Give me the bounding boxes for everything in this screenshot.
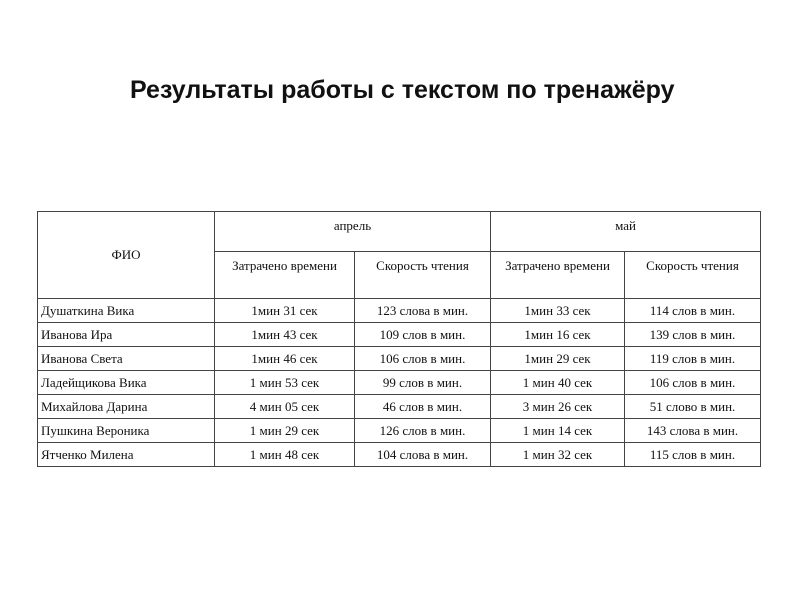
table-row xyxy=(38,299,761,323)
cell-april-time: 1 мин 29 сек xyxy=(215,419,355,443)
cell-may-speed: 114 слов в мин. xyxy=(625,299,761,323)
table-row xyxy=(38,347,761,371)
cell-april-speed: 99 слов в мин. xyxy=(355,371,491,395)
cell-april-speed: 106 слов в мин. xyxy=(355,347,491,371)
page-title: Результаты работы с текстом по тренажёру xyxy=(130,76,675,104)
cell-may-time: 1мин 29 сек xyxy=(491,347,625,371)
cell-may-speed: 115 слов в мин. xyxy=(625,443,761,467)
cell-april-speed: 109 слов в мин. xyxy=(355,323,491,347)
table-row xyxy=(38,395,761,419)
cell-may-speed: 119 слов в мин. xyxy=(625,347,761,371)
cell-may-time: 1 мин 40 сек xyxy=(491,371,625,395)
cell-may-speed: 143 слова в мин. xyxy=(625,419,761,443)
cell-may-time: 1мин 16 сек xyxy=(491,323,625,347)
cell-april-time: 1мин 46 сек xyxy=(215,347,355,371)
cell-may-speed: 51 слово в мин. xyxy=(625,395,761,419)
cell-name: Душаткина Вика xyxy=(38,299,215,323)
cell-april-time: 1 мин 48 сек xyxy=(215,443,355,467)
cell-name: Михайлова Дарина xyxy=(38,395,215,419)
table-row xyxy=(38,323,761,347)
table-row xyxy=(38,443,761,467)
header-fio: ФИО xyxy=(38,212,215,299)
cell-may-speed: 106 слов в мин. xyxy=(625,371,761,395)
cell-april-time: 1 мин 53 сек xyxy=(215,371,355,395)
results-table xyxy=(37,211,761,467)
cell-april-speed: 104 слова в мин. xyxy=(355,443,491,467)
cell-april-speed: 126 слов в мин. xyxy=(355,419,491,443)
cell-name: Иванова Ира xyxy=(38,323,215,347)
cell-may-time: 1мин 33 сек xyxy=(491,299,625,323)
cell-may-time: 3 мин 26 сек xyxy=(491,395,625,419)
cell-name: Пушкина Вероника xyxy=(38,419,215,443)
header-may-time: Затрачено времени xyxy=(491,252,625,299)
header-april-speed: Скорость чтения xyxy=(355,252,491,299)
cell-may-speed: 139 слов в мин. xyxy=(625,323,761,347)
header-month-april: апрель xyxy=(215,212,491,252)
cell-may-time: 1 мин 32 сек xyxy=(491,443,625,467)
table-row xyxy=(38,371,761,395)
cell-april-time: 1мин 31 сек xyxy=(215,299,355,323)
header-month-may: май xyxy=(491,212,761,252)
header-may-speed: Скорость чтения xyxy=(625,252,761,299)
cell-april-speed: 46 слов в мин. xyxy=(355,395,491,419)
header-april-time: Затрачено времени xyxy=(215,252,355,299)
cell-name: Ладейщикова Вика xyxy=(38,371,215,395)
cell-may-time: 1 мин 14 сек xyxy=(491,419,625,443)
cell-april-time: 4 мин 05 сек xyxy=(215,395,355,419)
table-row xyxy=(38,419,761,443)
cell-name: Ятченко Милена xyxy=(38,443,215,467)
cell-name: Иванова Света xyxy=(38,347,215,371)
cell-april-speed: 123 слова в мин. xyxy=(355,299,491,323)
cell-april-time: 1мин 43 сек xyxy=(215,323,355,347)
